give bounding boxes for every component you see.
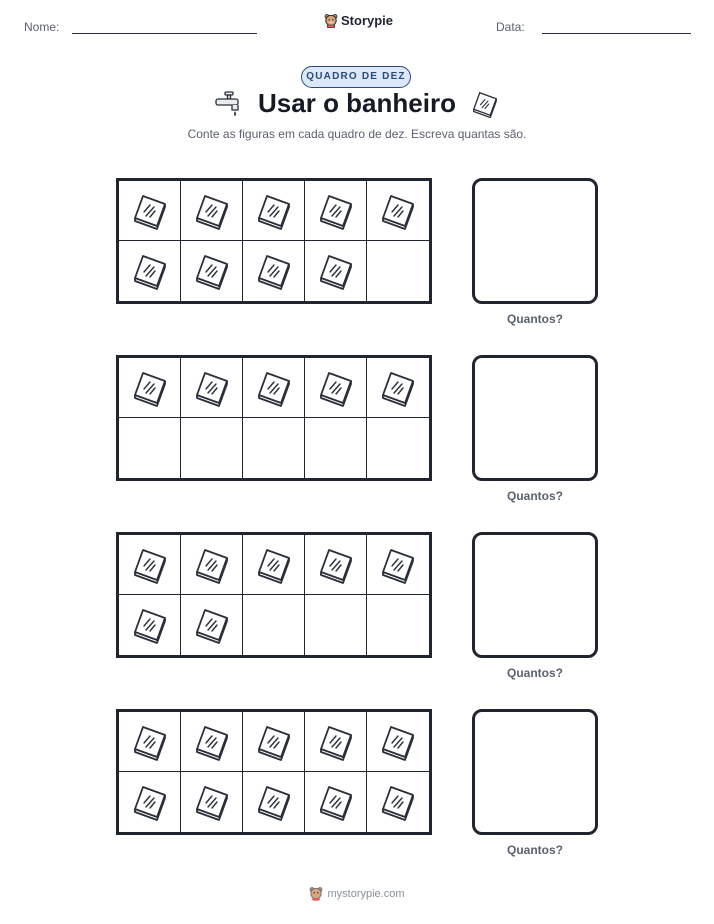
frame-cell [243, 241, 305, 301]
soap-icon [192, 545, 232, 585]
faucet-icon [214, 89, 244, 119]
soap-icon [192, 251, 232, 291]
frame-cell [367, 595, 429, 655]
frame-cell [119, 535, 181, 595]
frame-cell [367, 358, 429, 418]
soap-icon [254, 191, 294, 231]
soap-icon [316, 545, 356, 585]
frame-cell [119, 712, 181, 772]
frame-cell [243, 181, 305, 241]
answer-box[interactable] [472, 532, 598, 658]
frame-cell [181, 535, 243, 595]
frame-cell [367, 772, 429, 832]
frame-cell [181, 772, 243, 832]
soap-icon [130, 251, 170, 291]
frame-cell [181, 418, 243, 478]
soap-icon [192, 191, 232, 231]
soap-icon [130, 782, 170, 822]
soap-icon [130, 605, 170, 645]
worksheet-type-badge: QUADRO DE DEZ [301, 66, 411, 88]
soap-icon [254, 251, 294, 291]
frame-cell [305, 418, 367, 478]
answer-prompt: Quantos? [507, 489, 563, 503]
frame-cell [181, 181, 243, 241]
frame-cell [243, 535, 305, 595]
frame-cell [181, 358, 243, 418]
frame-cell [243, 772, 305, 832]
frame-cell [243, 595, 305, 655]
frame-cell [305, 241, 367, 301]
frame-cell [305, 712, 367, 772]
frame-cell [181, 595, 243, 655]
worksheet-title: Usar o banheiro [258, 88, 456, 118]
date-label: Data: [496, 20, 525, 34]
ten-frame [116, 709, 432, 835]
soap-icon [316, 251, 356, 291]
soap-icon [192, 782, 232, 822]
soap-icon [254, 722, 294, 762]
name-line[interactable] [72, 33, 257, 34]
soap-icon [378, 545, 418, 585]
frame-cell [119, 418, 181, 478]
frame-cell [119, 181, 181, 241]
name-label: Nome: [24, 20, 60, 34]
soap-icon [470, 89, 500, 119]
soap-icon [130, 368, 170, 408]
soap-icon [130, 722, 170, 762]
soap-icon [130, 191, 170, 231]
frame-cell [119, 358, 181, 418]
frame-cell [305, 358, 367, 418]
soap-icon [192, 722, 232, 762]
date-line[interactable] [542, 33, 691, 34]
frame-cell [367, 712, 429, 772]
frame-cell [119, 241, 181, 301]
frame-cell [243, 418, 305, 478]
frame-cell [119, 772, 181, 832]
soap-icon [254, 545, 294, 585]
soap-icon [254, 782, 294, 822]
soap-icon [316, 782, 356, 822]
frame-cell [305, 535, 367, 595]
bear-mascot-icon [309, 886, 323, 901]
soap-icon [378, 722, 418, 762]
soap-icon [316, 368, 356, 408]
frame-cell [305, 772, 367, 832]
title-row [0, 88, 714, 119]
answer-prompt: Quantos? [507, 843, 563, 857]
frame-cell [367, 241, 429, 301]
ten-frame [116, 178, 432, 304]
answer-box[interactable] [472, 355, 598, 481]
soap-icon [192, 368, 232, 408]
soap-icon [378, 191, 418, 231]
footer [0, 886, 714, 901]
answer-box[interactable] [472, 178, 598, 304]
answer-prompt: Quantos? [507, 666, 563, 680]
soap-icon [378, 782, 418, 822]
frame-cell [367, 418, 429, 478]
soap-icon [316, 722, 356, 762]
footer-url: mystorypie.com [327, 887, 405, 900]
brand-logo [324, 13, 393, 28]
frame-cell [181, 712, 243, 772]
frame-cell [367, 535, 429, 595]
frame-cell [181, 241, 243, 301]
frame-cell [119, 595, 181, 655]
answer-box[interactable] [472, 709, 598, 835]
soap-icon [192, 605, 232, 645]
soap-icon [254, 368, 294, 408]
instructions: Conte as figuras em cada quadro de dez. Escreva quantas são. [187, 127, 527, 141]
ten-frame [116, 532, 432, 658]
frame-cell [243, 712, 305, 772]
soap-icon [378, 368, 418, 408]
frame-cell [305, 595, 367, 655]
frame-cell [305, 181, 367, 241]
bear-mascot-icon [324, 13, 338, 28]
ten-frame [116, 355, 432, 481]
answer-prompt: Quantos? [507, 312, 563, 326]
frame-cell [367, 181, 429, 241]
soap-icon [130, 545, 170, 585]
brand-name: Storypie [341, 13, 394, 28]
frame-cell [243, 358, 305, 418]
soap-icon [316, 191, 356, 231]
